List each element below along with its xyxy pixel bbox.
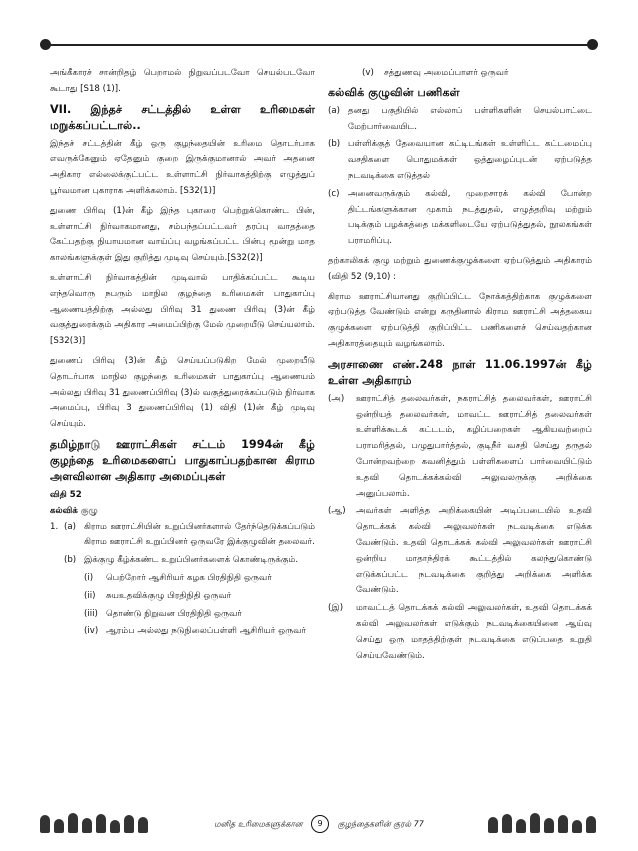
member-item <box>84 571 315 587</box>
committee-label: கல்விக் குழு <box>50 505 98 516</box>
item-1a-text: கிராம ஊராட்சியின் உறுப்பினர்களால் தேர்ந்தெடுக்கப்படும் கிராம ஊராட்சி உறுப்பினர் ஒருவரே இக்குழுவின் தலைவர். <box>84 521 315 548</box>
tn-act-heading: தமிழ்நாடு ஊராட்சிகள் சட்டம் 1994ன் கீழ் குழந்தை உரிமைகளைப் பாதுகாப்பதற்கான கிராம அளவிலான அதிகார அமைப்புகள் <box>50 437 315 483</box>
section-7-paragraph-4: துணைப் பிரிவு (3)ன் கீழ் செய்யப்படுகிற மேல் முறையீடு தொடர்பாக மாநில குழந்தை உரிமைகள் பாதுகாப்பு ஆணையம் அல்லது பிரிவு 31 துணைப்பிரிவு (3)ல் வகுத்துரைக்கப்படும் நிர்வாக அமைப்பு, பிரிவு 3 துணைப்பிரிவு (1) விதி (1)ன் கீழ் முடிவு செய்யும். <box>50 355 315 430</box>
duty-key: (b) <box>328 139 341 150</box>
go-item-text: ஊராட்சித் தலைவர்கள், நகராட்சித் தலைவர்கள், ஊராட்சி ஒன்றியத் தலைவர்கள், மாவட்ட ஊராட்சித் தலைவர்கள் உள்ளிக்கூடக் கட்டடம், கழிப்பறைகள் ஆகியவற்றைப் பராமரித்தல், பழுதுபார்த்தல், குடிநீர் வசதி செய்து தருதல் போன்றவற்றை கவனித்தும் பள்ளிகளைப் பார்வையிட்டும் உதவி தொடக்கக்கல்வி அலுவலருக்கு அறிக்கை அனுப்பலாம். <box>356 393 592 499</box>
item-1a <box>50 520 315 552</box>
member-5-key: (v) <box>362 68 374 78</box>
item-1b-text: இக்குழு கீழ்க்கண்ட உறுப்பினர்களைக் கொண்டிருக்கும். <box>84 555 299 566</box>
page-footer <box>40 809 598 839</box>
temporary-committee-paragraph: தற்காலிகக் குழு மற்றும் துணைக்குழுக்களை ஏற்படுத்தும் அதிகாரம் (விதி 52 (9,10) : <box>328 255 592 282</box>
top-rule-right-dot <box>587 39 598 50</box>
duty-item <box>328 104 592 136</box>
item-1b <box>64 553 315 569</box>
right-column <box>328 66 592 666</box>
member-key: (ii) <box>84 590 96 601</box>
member-text: பெற்றோர் ஆசிரியர் கழக பிரதிநிதி ஒருவர் <box>106 572 272 583</box>
duty-key: (a) <box>328 105 340 116</box>
member-key: (iv) <box>84 626 99 637</box>
go-item-key: (ஆ) <box>328 506 346 517</box>
go-item <box>328 601 592 664</box>
footer-right-text: குழந்தைகளின் குரல் 77 <box>337 819 424 829</box>
member-5 <box>362 66 592 82</box>
member-text: ஆரம்ப அல்லது நடுநிலைப்பள்ளி ஆசிரியர் ஒருவர் <box>106 626 306 637</box>
section-7-paragraph-1: இந்தச் சட்டத்தின் கீழ் ஒரு குழந்தையின் உரிமை தொடர்பாக எவருக்கேனும் ஏதேனும் குறை இருக்குமானால் அவர் அதனை அதிகார எல்லைக்குட்பட்ட உள்ளாட்சி நிர்வாகத்திற்கு எழுத்துப் பூர்வமான புகாராக அளிக்கலாம். [S32(1)] <box>50 138 315 196</box>
go-item <box>328 504 592 599</box>
intro-paragraph: அங்கீகாரச் சான்றிதழ் பெறாமல் நிறுவப்படவோ செயல்படவோ கூடாது [S18 (1)]. <box>50 68 315 94</box>
footer-left-text: மனித உரிமைகளுக்கான <box>214 819 303 829</box>
go-item <box>328 392 592 503</box>
go-item-key: (இ) <box>328 603 344 614</box>
section-7-paragraph-3: உள்ளாட்சி நிர்வாகத்தின் முடிவால் பாதிக்கப்பட்ட கூடிய எந்தவொரு நபரும் மாநில குழந்தை உரிமைகள் பாதுகாப்பு ஆணையத்திற்கு அல்லது பிரிவு 31 துணை பிரிவு (3)ன் கீழ் வகுத்துரைக்கும் அதிகார அமைப்பிற்கு மேல் முறையீடு செய்யலாம்.[S32(3)] <box>50 272 315 347</box>
go-item-text: மாவட்டத் தொடக்கக் கல்வி அலுவலர்கள், உதவி தொடக்கக் கல்வி அலுவலர்கள் எடுக்கும் நடவடிக்கையினை ஆய்வு செய்து ஒரு மாதத்திற்குள் நடவடிக்கை எடுப்பதை உறுதி செய்யவேண்டும். <box>356 603 592 661</box>
member-5-text: சத்துணவு அமைப்பாளர் ஒருவர் <box>384 68 509 78</box>
member-item <box>84 607 315 623</box>
duty-item <box>328 137 592 184</box>
duties-heading: கல்விக் குழுவின் பணிகள் <box>328 85 460 99</box>
item-1a-key: (a) <box>64 521 76 532</box>
member-text: தொண்டு நிறுவன பிரதிநிதி ஒருவர் <box>106 608 242 619</box>
member-key: (iii) <box>84 608 98 619</box>
duty-text: அனைவருக்கும் கல்வி, முறைசாரக் கல்வி போன்ற திட்டங்களுக்கான முகாம் நடத்துதல், எழுத்தறிவு மற்றும் படிக்கும் பழக்கத்தை மக்களிடையே ஏற்படுத்துதல், நூலகங்கள் பராமரிப்பு. <box>348 188 592 247</box>
children-ornament-icon <box>488 811 598 833</box>
item-1b-key: (b) <box>64 555 77 566</box>
page-number: 9 <box>311 815 329 833</box>
member-item <box>84 589 315 605</box>
duty-text: பள்ளிக்குத் தேவையான கட்டிடங்கள் உள்ளிட்ட கட்டமைப்பு வசதிகளை பொதுமக்கள் ஒத்துழைப்புடன் ஏற்படுத்த நடவடிக்கை எடுத்தல் <box>348 139 592 181</box>
member-item <box>84 624 315 640</box>
government-order-heading: அரசாணை எண்.248 நாள் 11.06.1997ன் கீழ் உள்ள அதிகாரம் <box>328 357 592 387</box>
duty-text: தனது பகுதியில் எல்லாப் பள்ளிகளின் செயல்பாட்டை மேற்பார்வையிட. <box>348 105 592 132</box>
top-rule <box>46 44 592 46</box>
left-column <box>50 66 315 642</box>
duty-item <box>328 187 592 250</box>
top-rule-left-dot <box>40 39 51 50</box>
member-text: சுயஉதவிக்குழு பிரதிநிதி ஒருவர் <box>106 590 232 601</box>
go-item-key: (அ) <box>328 393 345 404</box>
go-item-text: அவர்கள் அளித்த அறிக்கையின் அடிப்படையில் உதவி தொடக்கக் கல்வி அலுவலர்கள் நடவடிக்கை எடுக்க வேண்டும். உதவி தொடக்கக் கல்வி அலுவலர்கள் ஊராட்சி ஒன்றிய மாதாந்திரக் கூட்டத்தில் கலந்துகொண்டு எடுக்கப்பட்ட நடவடிக்கை குறித்து அறிக்கை அளிக்க வேண்டும். <box>356 506 592 596</box>
village-panchayat-paragraph: கிராம ஊராட்சியானது குறிப்பிட்ட நோக்கத்திற்காக குழுக்களை ஏற்படுத்த வேண்டும் என்று கருதினால் கிராம ஊராட்சி அத்தகைய குழுக்களை ஏற்படுத்தி குறிப்பிட்ட பணிகளைச் செய்வதற்கான அதிகாரத்தையும் வழங்கலாம். <box>328 291 592 349</box>
section-7-paragraph-2: துணை பிரிவு (1)ன் கீழ் இந்த புகாரை பெற்றுக்கொண்ட பின், உள்ளாட்சி நிர்வாகமானது, சம்பந்தப்பட்டவர் தரப்பு வாதத்தை கேட்பதற்கு நியாயமான வாய்ப்பு வழங்கப்பட்ட பின்பு மூன்று மாத காலங்களுக்குள் இது குறித்து முடிவு செய்யும்.[S32(2)] <box>50 205 315 264</box>
item-1-number: 1. <box>50 521 59 532</box>
rule-label: விதி 52 <box>50 489 82 500</box>
duty-key: (c) <box>328 188 340 199</box>
section-7-heading: VII. இந்தச் சட்டத்தில் உள்ள உரிமைகள் மறுக்கப்பட்டால்.. <box>50 102 315 132</box>
member-key: (i) <box>84 572 94 583</box>
